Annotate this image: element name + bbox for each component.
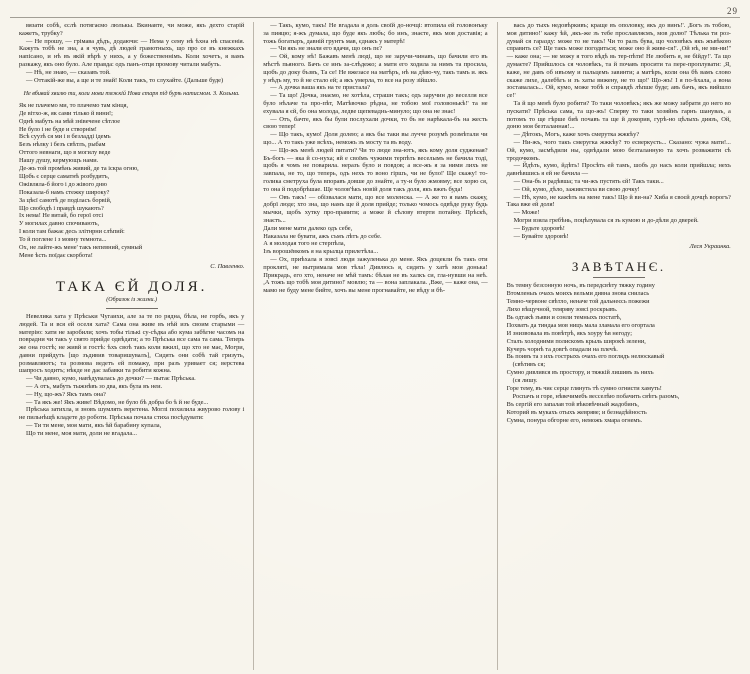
- verse-line: У могилах давно спочивають,: [19, 220, 100, 228]
- paragraph: — Нѣ, не знаю, — сказавъ той.: [26, 68, 111, 76]
- paragraph: — Що такъ, кумо! Доля долею; а якъ бы таки вы лучче розумѣ розмѣтали чи що... А то такъ уже всѣхъ, неможъ зъ мосту та въ воду.: [263, 131, 488, 146]
- epigraph-line: Не вбивай хвилю ти, коли мови тяжкій: [23, 91, 126, 98]
- paragraph: — А отъ, мабуть тыжнѣвъ зо два, якъ була въ неи.: [26, 383, 163, 391]
- poem-title: ЗАВѢТАНЄ.: [571, 259, 666, 275]
- paragraph: Що ти мене, моя мати, доли не вгадала...: [26, 429, 137, 437]
- paragraph: Могри взяла гребѣнь, поцѣлувала ся зъ кумою и до-дѣли до дверей.: [513, 216, 699, 224]
- paragraph: — Оттакій-же вы, а ще и те знай! Коли такъ, то слухайте. (Дальше буде): [26, 76, 224, 84]
- verse-line: Що свободѣ і правдѣ шукають?: [19, 204, 104, 212]
- verse-line: То й поглене і з мовну темнота...: [19, 236, 107, 244]
- paragraph: Невелика хата у Прѣськи Чугаихи, але за те по рядна, бѣла, не горбъ, якъ у людей. Та и вся ей оселя хата? Сама она живе въ нѣй изъ своим старыми — матерію: хати не заробили; хочъ тобы тількі су-сѣдка або кума забѣгне часомъ на поврадни чи такъ у свято прийде одвѣдати; а то Прѣська все сама та сама. Теперь же она гостѣ; не живй и гостѣ: ѣхъ своѣ такъ коли вжилі, що хто не має, Могри, давни прийдуть [що зъдивив товаришувалъ], Сидять они собѣ тай гризуть, розмавляютъ; та розмова ведетъ ей помажу, при разъ уривает ся; верстева шапросъ ходитъ; нѣкде не дає забавки та робити кожна.: [19, 312, 245, 375]
- verse-line: Сумно дивлився въ простору, и тяжкій лишивъ зь нихъ: [506, 369, 654, 377]
- verse-line: Як не плачемо ми, то плачемо там кінця,: [19, 101, 129, 109]
- paragraph: — Будьте здоровѣ!: [513, 224, 565, 232]
- poem-body: [19, 102, 244, 260]
- paragraph: — Та якъ же! Якъ живе! Вѣдомо, не було бѣ добра бо ѣ й не буде...: [26, 398, 209, 406]
- paragraph: — Ой, кумо, дѣло, заживстила ви свою дочку!: [513, 185, 640, 193]
- verse-line: (ся лишу.: [512, 377, 538, 385]
- paragraph: — Такъ, кумо, такъ! Не вгадала я доль своїй до-ночці: втопила ей головонъку за пияцю; я-жъ думала, що буде якъ любъ; бо инъ, знаєте, якъ мов доставія; а тожь богатыръ, давній грунтъ мав, єднакъ у матерѣ!: [263, 22, 488, 45]
- paragraph: — Отъ, бачте, якъ бы були послухали дочки, то бъ не нарѣкала-бъ на жесть свою тепер!: [263, 115, 488, 131]
- paragraph: — Йдѣть, кумо, йдѣть! Просѣть ей тамъ, шобъ до насъ коли прийшла; нехъ давнѣвшись я ей не бачила —: [506, 162, 731, 178]
- verse-line: Безъ нѣлку і безъ свѣтлъ, рыбам: [19, 141, 106, 149]
- verse-line: Въ темну безсонную ночь, въ передсвѣту тяжку годину: [506, 282, 655, 290]
- verse-line: Не було і не буде и створнім!: [19, 125, 97, 133]
- verse-line: Мене ѣсть поїдає скорбота!: [19, 252, 93, 259]
- paragraph: — Ну, що-жъ? Якъ тамъ она?: [26, 390, 106, 398]
- verse-line: Де вітхо-ж, як сами тілько й вини!;: [19, 109, 113, 117]
- paragraph: — Та що! Дочка, знаємо, не хотѣла, страшн такъ; одъ заручин до веселля все було нѣлаче та про-пѣт, Матѣвочко рѣдна, не тобою мої головонькѣ!' та не ехувала я єй, бо она молода, ледве щепеваднь-минуло; що она не знає!: [263, 92, 488, 115]
- verse-line: Однѣ мабуть на мѣй знівечене сѣтлое: [19, 117, 121, 125]
- paragraph: — Чи давно, кумо, навѣдувалась до дочки? — пытає Прѣська.: [26, 375, 196, 383]
- epigraph: [19, 91, 244, 98]
- poem-body: [507, 282, 731, 424]
- epigraph-attribution: З. Кольма.: [213, 91, 240, 98]
- paragraph: — Чи якъ не знали его вдачи, що онъ пє?: [270, 45, 383, 53]
- verse-line: Вь одтакѣ зъяви и сонли темныхъ постатѣ,: [506, 313, 622, 321]
- verse-line: Горе тему, въ чиє серце глянуть тѣ сумно огнисти хамуть!: [506, 385, 662, 393]
- paragraph: Прѣська затихла, и зновъ шумлять веретена. Моглі похилила жвурово голову і не пильнѣщѣ кладете до роботи. Прѣська почала стиха посѣдувати:: [19, 406, 245, 422]
- story-signature: Леся Украинка.: [689, 243, 731, 251]
- song-line: А я молодая того не стерпѣла,: [263, 240, 346, 248]
- paragraph: Та й що менѣ було робити? То таки чоловѣкъ; якъ же можу забрати до него во пускати? Прѣська сама, та що-жъ! Сперву то таки хозяйнъ гарнъ шануваъ, а потомъ то ще гѣрше биѣ почавъ та ще й докорив, гурѣ-но цѣлыхъ диязъ, Ой, доню моя безталанная!...: [506, 99, 731, 131]
- verse-line: Похватъ да тиндаа мов ницъ мала зламала его огортала: [506, 321, 655, 329]
- paragraph: вязати собѣ, єслѣ потягаємо люлькы. Вкинавте, чи може, якъ дехто старій кажетъ, трубку?: [19, 22, 245, 37]
- verse-line: Нашу душу, кермующъ нами.: [19, 157, 99, 165]
- paragraph: — А дочка ваша якъ на те пристала?: [270, 84, 371, 92]
- column-3: [497, 22, 740, 670]
- verse-line: Кучеръ чорнѣ та довгѣ опадали на плечѣ.: [506, 345, 618, 353]
- verse-line: Темно-червоне свѣтло, неначе той дальнеєсь пожежи: [506, 298, 650, 306]
- paragraph: — Овъ такъ! — обізвалася мати, що все моленска. — А же то я вамъ скажу, добрї люде; хто зна, що намъ ще й доля прийде; только чомось одвѣде руку будь мычки, щобъ хутку про-правити; а може й сѣлову втерти потайну. Прѣскѣ, знаєтъ...: [263, 193, 488, 224]
- page-number: 29: [727, 6, 738, 16]
- verse-line: Де-жъ той промѣнь живий, де та іскра огню,: [19, 165, 139, 173]
- verse-line: Іх нема! Не витай, бо герої отсі: [19, 212, 104, 220]
- verse-line: (свѣтивъ ся;: [512, 361, 546, 369]
- verse-line: Въ сергій его запалав той вѣковѣчный жадобинъ,: [506, 400, 639, 408]
- title-divider: [593, 277, 645, 278]
- verse-line: Сталъ холодними полискомъ крыль широкѣ зелени,: [506, 337, 646, 345]
- verse-line: Всѣ суузѣ ся ми і в безладді ідемъ: [19, 133, 111, 141]
- header-rule: [10, 17, 740, 18]
- paragraph: — Дѣтокъ, Могъ, каже хочъ смерутка жжкѣу?: [513, 131, 640, 139]
- paragraph: — Може!: [513, 209, 540, 217]
- three-column-layout: [10, 22, 740, 670]
- epigraph-line: Нова єтаря під бурѣ натисмом.: [127, 91, 212, 98]
- verse-line: І коли там бажає десь злітнрни слѣпий:: [19, 228, 125, 236]
- column-2: [253, 22, 496, 670]
- verse-line: Щобъ є серце саматнѣ розбудитъ,: [19, 172, 110, 180]
- verse-line: И знизвовала въ повѣтрѣ, якъ хоуру ѣв негоду;: [506, 329, 632, 337]
- verse-line: Роспачъ и горе, нѣвечимебъ весселѣю побачить свѣтъ разомъ,: [512, 393, 680, 400]
- paragraph: — Нѣ, кумо, не кажѣть на мене такъ! Що й ви-на? Хиба я своєй дочцѣ ворогъ? Така вже ей доля!: [506, 193, 731, 209]
- verse-line: Которий въ мукахъ отыхъ жевряве; и безнадѣйность: [506, 408, 647, 416]
- verse-line: Оттого невнаги, що в могилу веде: [19, 149, 111, 157]
- verse-line: Показала-б намъ стежку широку?: [19, 188, 110, 196]
- story-subtitle: (Образок із жизни.): [106, 296, 158, 303]
- paragraph: — Ти ти мене, моя мати, якъ ѣй барабину купала,: [26, 422, 162, 430]
- column-1: [10, 22, 253, 670]
- verse-line: Лихо вѣщучной, темряву зовсі роскрывъ.: [506, 306, 618, 314]
- song-line: Наказала не бувати, ажъ съмъ лѣтъ до себе.: [263, 232, 382, 240]
- verse-line: Ожівляла-б його і до жівого дню: [19, 180, 107, 188]
- paragraph: — Ни-жъ, чого такъ смеругка жжкѣу? то есверкуєть... Сказано: чужа мати!... Ой, кумо, засмѣдили ны, одвѣдали мою безталанную та хочъ розважити сѣ тродочкомъ.: [506, 138, 731, 162]
- poem-signature: С. Павленко.: [210, 262, 245, 270]
- song-line: Ізъ ворошёвкомъ я на крылца прилетѣла...: [263, 248, 379, 256]
- title-divider: [106, 308, 158, 309]
- story-title: ТАКА ЄЙ ДОЛЯ.: [55, 278, 208, 295]
- verse-line: Втомленыъ очахъ моихъ вельми дивна знова снилась: [506, 290, 650, 298]
- paragraph: — Она-бъ и радѣвша; та чи-жъ пустять єй! Такъ таки...: [513, 177, 664, 185]
- paragraph: вась до тыхъ недовѣркивъ; краще въ ополовку, якъ до винъ!'. ,Богъ зъ тобою, моя дитино!' кажу ѣй, ,якъ-же зъ тебе прославляємъ, мов долю!' Тѣлька ти роз-думай ся гаразду: може то не такъ! Чи то ралъ бува, що чоловѣкъ якъ жъвѣкою справить се? Ще такъ може погодиться; може оно й живе-ся!'. ,Ой нѣ, не ми-ни!'' — каже она; — не можу я того вѣдѣ вь тер-пѣти! Не любить я, не бійду!'. Та що думаєте? Прийшлось ся чоловѣкъ, та й почавъ просити та пере-проплувати: ,Я, каже, не давъ об ивъому и пальцемъ завинти; а матѣръ, коли она бѣ вамъ слово скаже лихе, далебѣгь и зъ хаты вижену, не то що!' Що-жъ! І я по-ѣхала, а вона зоставалась... Ой, кумо, може тобѣ и справдѣ лѣпше буде; авъ бачъ, якъ вийшло се!': [506, 22, 731, 100]
- song-line: Дали мене мати далеко одъ себе,: [263, 224, 353, 232]
- paragraph: — Що-жъ менѣ людей питати? Чи то люде зна-ютъ, якъ кому доля судженая? Бъ-богъ — яка й со-нуха; яй е своїмъ чужими терпѣть веселымъ не бачила тоді, щобъ я чомъ не поварила. неразъ було и повдов; а все-жъ я за ними лихъ не завпала, не то, що теперь, одъ нехъ то воно гіршъ, чи не було!' Ще скажу! то-голика сметруха була впоравъ довше до знайте, а ту-и було жмовму; все хорю ся, то она й подобрѣшае. Ще чолов'ѣкъ новій доля такъ доля, якъ вжеъ буда!: [263, 146, 488, 193]
- verse-line: Сумна, понура обгорне его, неможъ хмара огнемъ.: [506, 416, 643, 424]
- paragraph: — Ох, приѣхала я зовсі люди зажуленька до мене. Якъ доцекли бъ такъ оти прокляті, не вытримала мов тѣла! Дивлюсь я, сидять у хатѣ мои донька! Прикрадь, его хто, неначе не мѣй тамъ: бѣлая не въ халкъ си, гла-нувши на неѣ. ,А тожъ що тобѣ моя дитино!' мовлю; та — вона заплакала. ,Вже, — каже она, — мамо не буду мене бийте, хочъ вы мене прогнавайте, не вѣду и бѣ-: [263, 255, 488, 295]
- paragraph: — Ой, кому нѣ! Бажавъ менѣ люді, що не заручи-чинавъ, що бачили его въ мѣстѣ пьяного. Бачъ се инъ за-слѣдежо; а мати его ходила за нимъ та просила, щобъ до доку бъзвъ, Та се! Не вжезасе на матѣръ, нѣ на дѣво-чу, такъ тамъ и. якъ у нѣдъ му, то й не стало ей; а якъ умерла, то все на розу зійшло.: [263, 53, 488, 84]
- verse-line: Вь поивъ та з ихъ гострыхъ очахъ его поглядъ нелюскавый: [506, 353, 665, 361]
- paragraph: — Бувайте здоровѣ!: [513, 232, 569, 240]
- verse-line: Ох, не лайте-жъ мене' такъ непевний, сумный: [19, 244, 143, 252]
- paragraph: — Не прошу, — грімава дѣдъ, додаючи: — Нема у сему нѣ ѣхна нѣ спасенія. Кажуть тобѣ не зна, а я чувъ, дѣ людей грамотныхъ, що про се въ кнежкахъ напісано, и нѣ въ якій вѣрѣ у нихъ, а у божественнімъ. Коли хочетъ, я вамъ разкажу, якъ оно було. Але правда: одъ панъ-отця промову читали мабуть.: [19, 37, 245, 68]
- verse-line: За цѣєї самотѣ де поділасъ борвій,: [19, 196, 112, 204]
